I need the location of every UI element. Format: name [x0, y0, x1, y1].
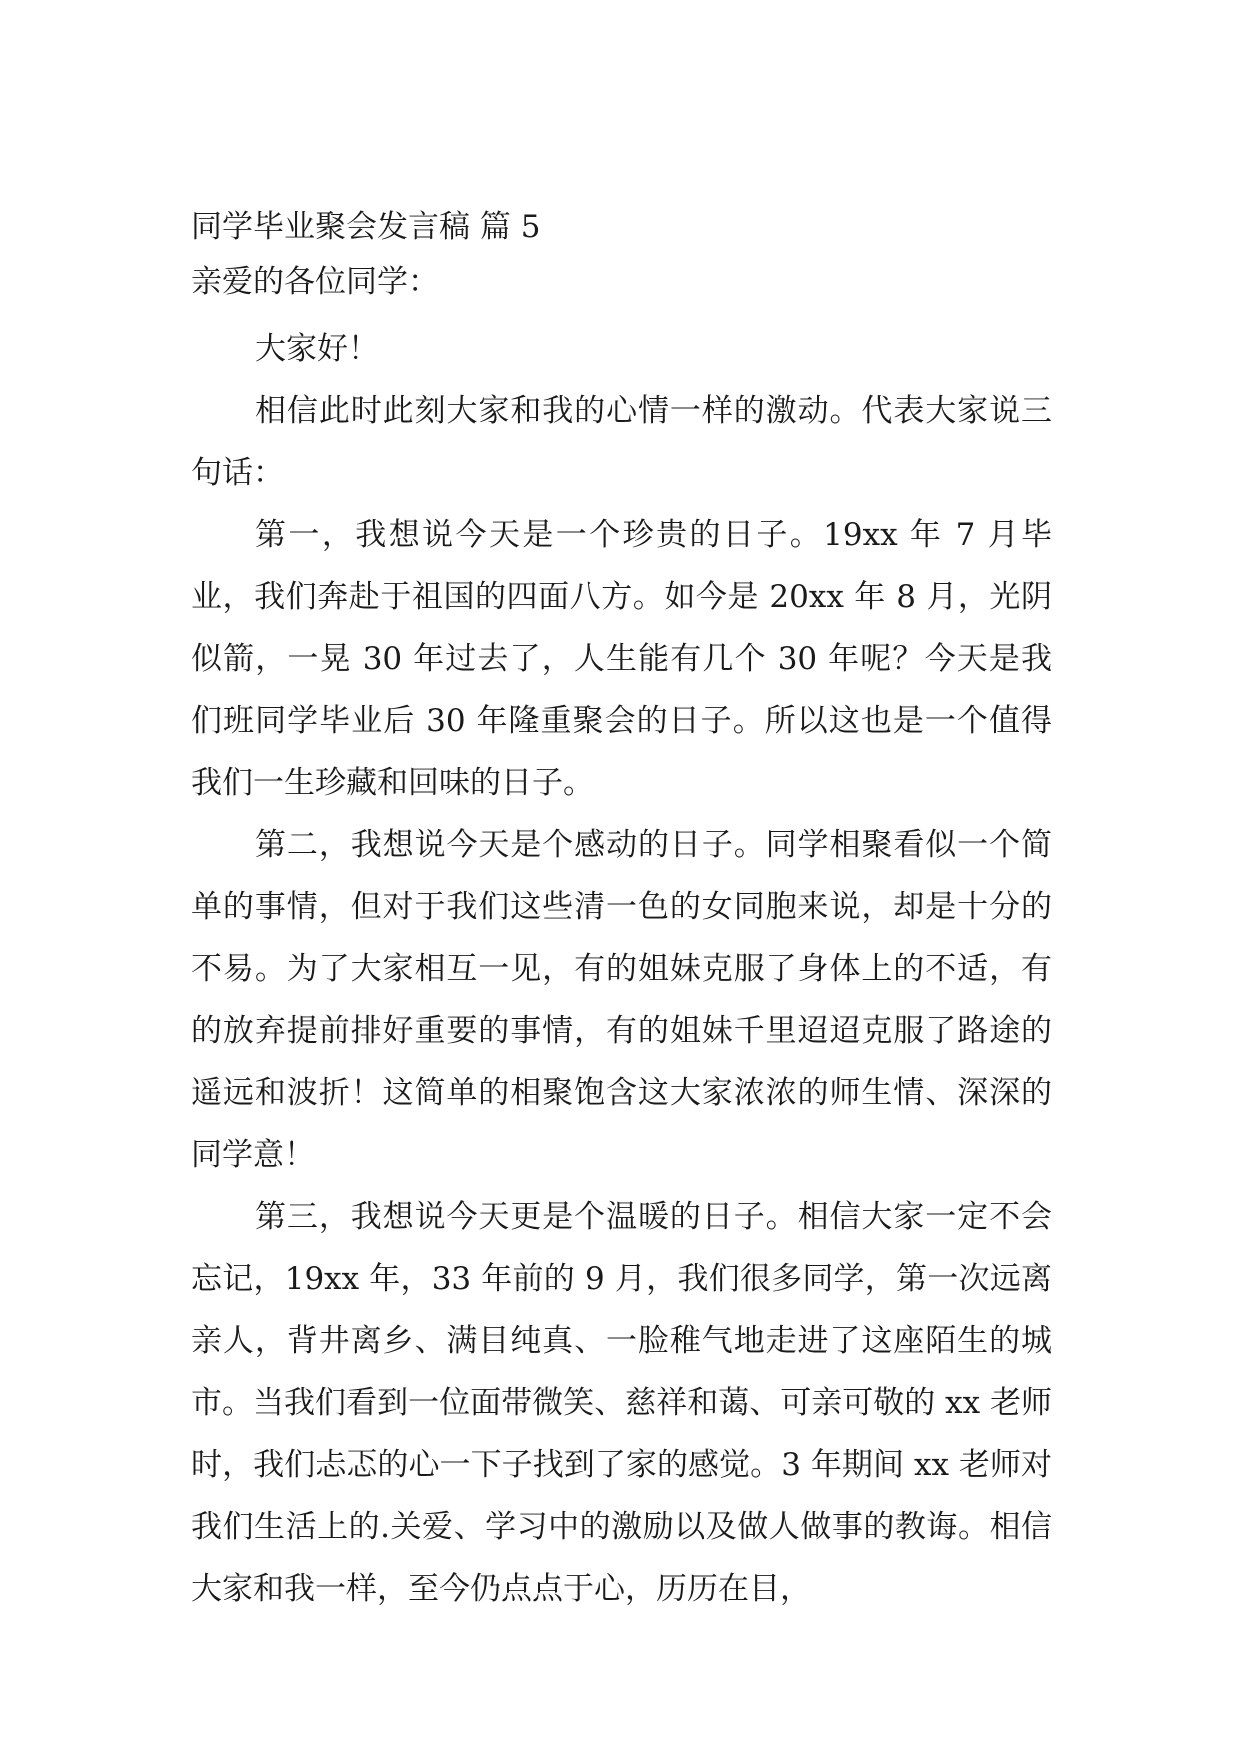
- document-title: 同学毕业聚会发言稿 篇 5: [191, 209, 541, 245]
- paragraph-greeting: 大家好！: [255, 331, 379, 367]
- paragraph-second-point: 第二，我想说今天是个感动的日子。同学相聚看似一个简单的事情，但对于我们这些清一色的女同胞来说，却是十分的不易。为了大家相互一见，有的姐妹克服了身体上的不适，有的放弃提前排好重要的事情，有的姐妹千里迢迢克服了路途的遥远和波折！这简单的相聚饱含这大家浓浓的师生情、深深的同学意！: [191, 827, 1052, 1173]
- paragraph-third-point: 第三，我想说今天更是个温暖的日子。相信大家一定不会忘记，19xx 年，33 年前的 9 月，我们很多同学，第一次远离亲人，背井离乡、满目纯真、一脸稚气地走进了这座陌生的城市。当我们看到一位面带微笑、慈祥和蔼、可亲可敬的 xx 老师时，我们忐忑的心一下子找到了家的感觉。3 年期间 xx 老师对我们生活上的.关爱、学习中的激励以及做人做事的教诲。相信大家和我一样，至今仍点点于心，历历在目，: [191, 1199, 1052, 1607]
- salutation: 亲爱的各位同学：: [191, 264, 439, 300]
- paragraph-intro: 相信此时此刻大家和我的心情一样的激动。代表大家说三句话：: [191, 393, 1052, 491]
- paragraph-first-point: 第一，我想说今天是一个珍贵的日子。19xx 年 7 月毕业，我们奔赴于祖国的四面八方。如今是 20xx 年 8 月，光阴似箭，一晃 30 年过去了，人生能有几个 30 年呢？今天是我们班同学毕业后 30 年隆重聚会的日子。所以这也是一个值得我们一生珍藏和回味的日子。: [191, 517, 1052, 801]
- document-page: [191, 200, 1052, 1620]
